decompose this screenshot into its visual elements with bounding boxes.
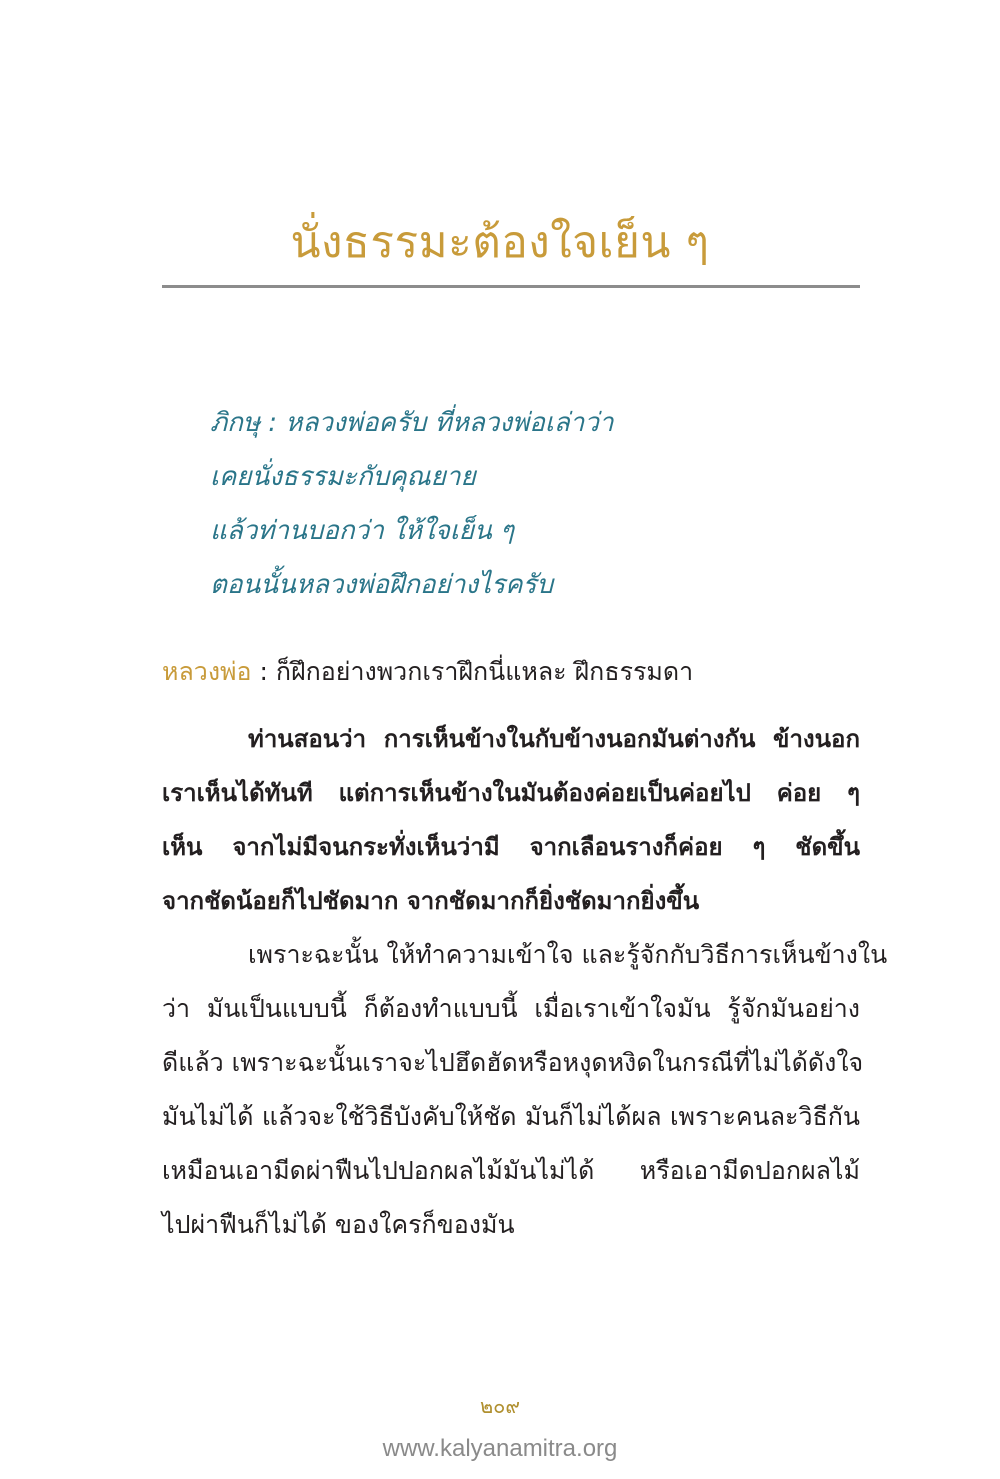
- body-paragraph-line: ไปผ่าฟืนก็ไม่ได้ ของใครก็ของมัน: [162, 1210, 515, 1239]
- website-footer: www.kalyanamitra.org: [382, 1435, 618, 1462]
- page-title: นั่งธรรมะต้องใจเย็น ๆ: [290, 217, 710, 268]
- question-block: [210, 396, 850, 612]
- body-paragraph-line: ดีแล้ว เพราะฉะนั้นเราจะไปฮึดฮัดหรือหงุดหงิดในกรณีที่ไม่ได้ดังใจ: [162, 1048, 864, 1077]
- body-paragraph-line: เหมือนเอามีดผ่าฟืนไปปอกผลไม้มันไม่ได้ หรือเอามีดปอกผลไม้: [162, 1156, 860, 1185]
- body-paragraph-line: ว่า มันเป็นแบบนี้ ก็ต้องทำแบบนี้ เมื่อเราเข้าใจมัน รู้จักมันอย่าง: [162, 994, 860, 1023]
- answer-line: [162, 645, 862, 699]
- question-line: เคยนั่งธรรมะกับคุณยาย: [210, 462, 476, 492]
- body-paragraph-line: มันไม่ได้ แล้วจะใช้วิธีบังคับให้ชัด มันก็ไม่ได้ผล เพราะคนละวิธีกัน: [162, 1102, 860, 1131]
- question-line: ภิกษุ : หลวงพ่อครับ ที่หลวงพ่อเล่าว่า: [210, 408, 614, 438]
- bold-paragraph: [162, 712, 860, 928]
- body-paragraph: [162, 928, 888, 1252]
- answer-separator: :: [251, 657, 276, 686]
- answer-text: ก็ฝึกอย่างพวกเราฝึกนี่แหละ ฝึกธรรมดา: [275, 657, 694, 686]
- bold-paragraph-line: จากชัดน้อยก็ไปชัดมาก จากชัดมากก็ยิ่งชัดมากยิ่งขึ้น: [162, 887, 700, 915]
- bold-paragraph-line: ท่านสอนว่า การเห็นข้างในกับข้างนอกมันต่างกัน ข้างนอก: [248, 725, 860, 753]
- title-divider: [162, 285, 860, 288]
- question-line: แล้วท่านบอกว่า ให้ใจเย็น ๆ: [210, 516, 515, 546]
- page-number: ๒๐๙: [479, 1394, 521, 1418]
- question-line: ตอนนั้นหลวงพ่อฝึกอย่างไรครับ: [210, 570, 553, 600]
- answer-speaker: หลวงพ่อ: [162, 657, 252, 686]
- bold-paragraph-line: เราเห็นได้ทันที แต่การเห็นข้างในมันต้องค่อยเป็นค่อยไป ค่อย ๆ: [162, 779, 860, 807]
- bold-paragraph-line: เห็น จากไม่มีจนกระทั่งเห็นว่ามี จากเลือนรางก็ค่อย ๆ ชัดขึ้น: [162, 833, 860, 861]
- body-paragraph-line: เพราะฉะนั้น ให้ทำความเข้าใจ และรู้จักกับวิธีการเห็นข้างใน: [248, 940, 888, 969]
